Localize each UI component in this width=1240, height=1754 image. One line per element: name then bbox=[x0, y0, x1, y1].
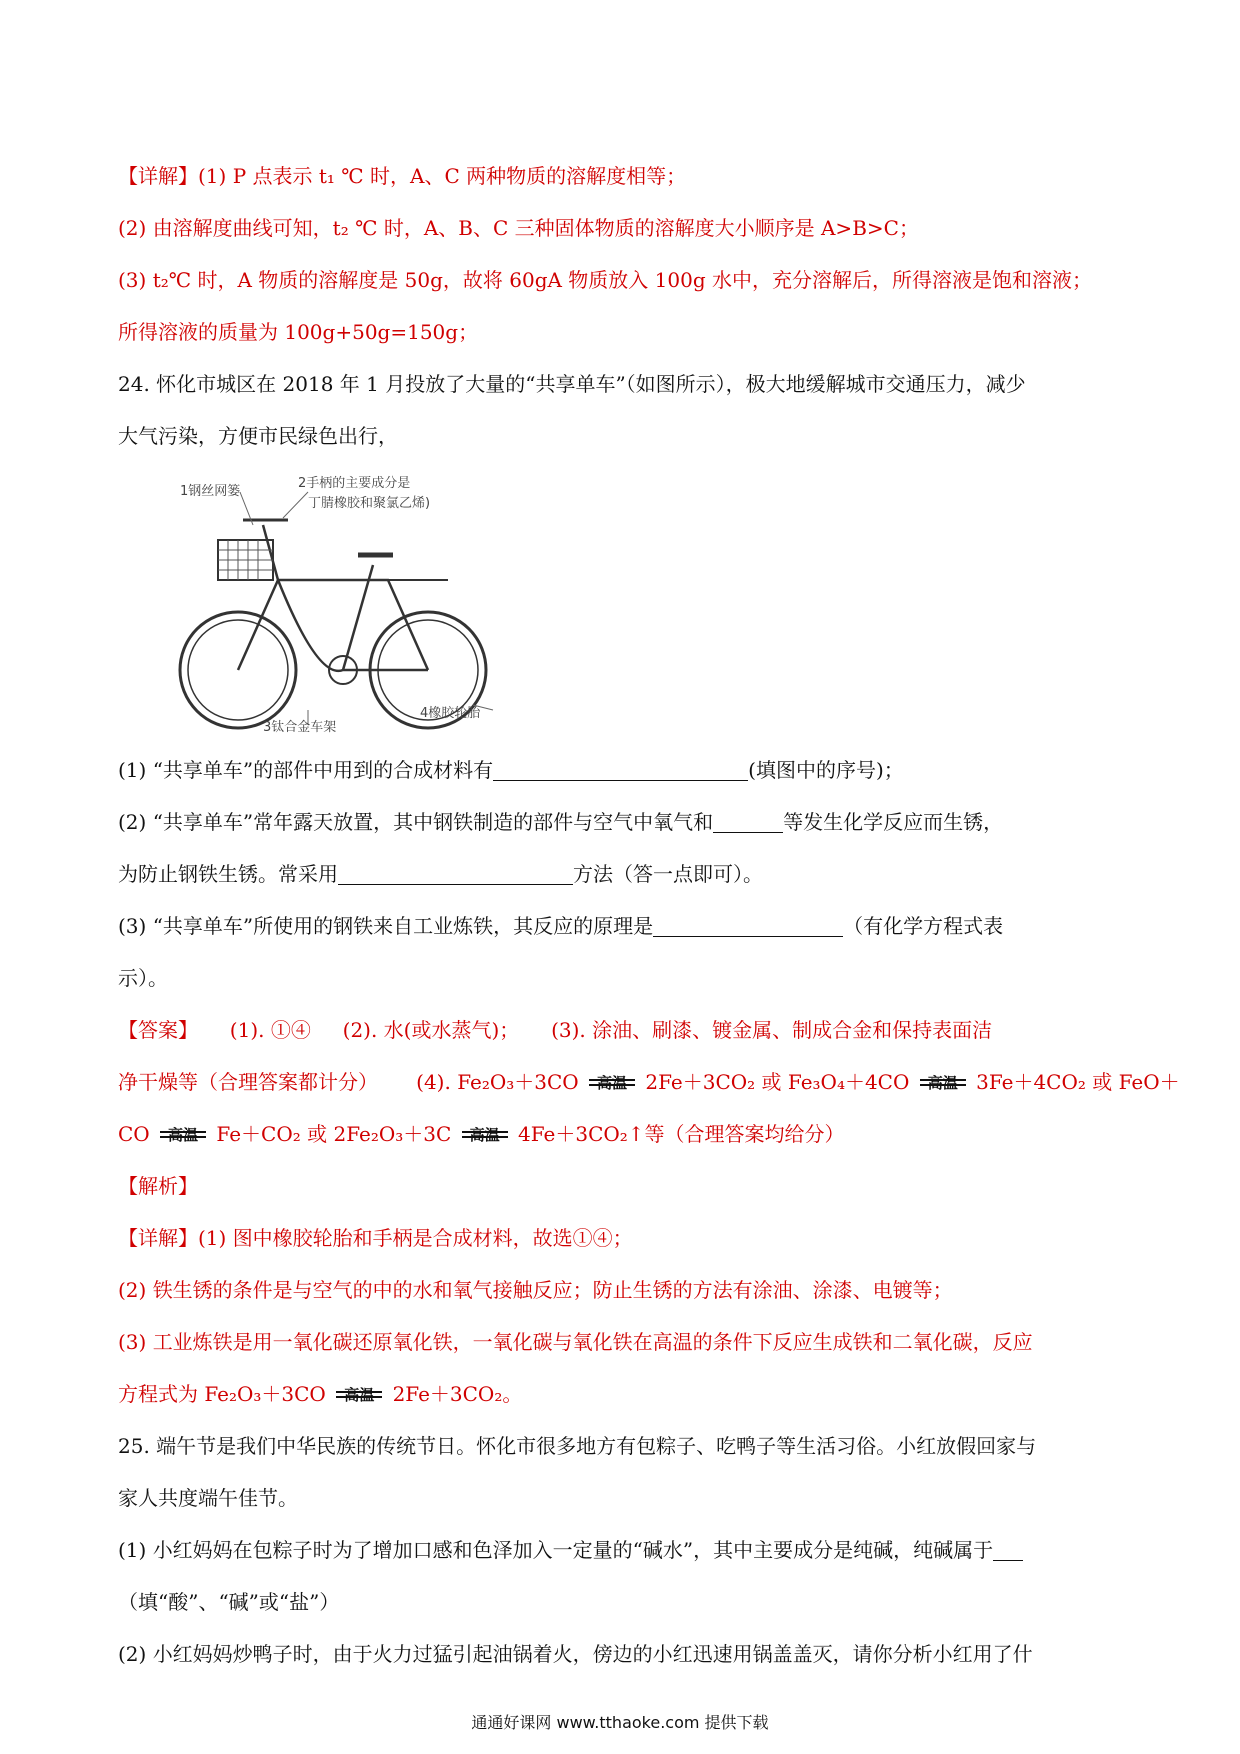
detail-line-4: 所得溶液的质量为 100g+50g=150g； bbox=[118, 320, 479, 344]
detail-line-2: (2) 由溶解度曲线可知，t₂ ℃ 时，A、B、C 三种固体物质的溶解度大小顺序是 A>B>C； bbox=[118, 216, 919, 240]
fig-label-1: 1钢丝网篓 bbox=[180, 484, 241, 499]
q25-sub-2: (2) 小红妈妈炒鸭子时，由于火力过猛引起油锅着火，傍边的小红迅速用锅盖盖灭，请你分析小红用了什 bbox=[118, 1642, 1033, 1666]
detail-line-3: (3) t₂℃ 时，A 物质的溶解度是 50g，故将 60gA 物质放入 100g 水中，充分溶解后，所得溶液是饱和溶液； bbox=[118, 268, 1092, 292]
fig-label-2a: 2手柄的主要成分是 bbox=[298, 476, 411, 491]
q24-stem-2: 大气污染，方便市民绿色出行， bbox=[118, 424, 398, 448]
condition-mark-3: 高温 bbox=[160, 1117, 206, 1147]
answer-line-1: 【答案】 (1). ①④ (2). 水(或水蒸气)； (3). 涂油、刷漆、镀金属、制成合金和保持表面洁 bbox=[118, 1018, 993, 1042]
page-footer: 通通好课网 www.tthaoke.com 提供下载 bbox=[471, 1713, 769, 1732]
fig-label-4: 4橡胶轮胎 bbox=[420, 706, 481, 721]
q24-detail-2: (2) 铁生锈的条件是与空气的中的水和氧气接触反应；防止生锈的方法有涂油、涂漆、电镀等； bbox=[118, 1278, 953, 1302]
answer-blank-1[interactable] bbox=[493, 758, 748, 781]
condition-mark-2: 高温 bbox=[920, 1065, 966, 1095]
condition-mark-4: 高温 bbox=[462, 1117, 508, 1147]
analysis-heading: 【解析】 bbox=[118, 1174, 198, 1198]
q24-sub-2-cont: 为防止钢铁生锈。常采用 方法（答一点即可）。 bbox=[118, 862, 763, 886]
detail-line-1: 【详解】(1) P 点表示 t₁ ℃ 时，A、C 两种物质的溶解度相等； bbox=[118, 164, 687, 188]
page-content bbox=[118, 150, 1180, 1680]
answer-blank-4[interactable] bbox=[653, 914, 843, 937]
answer-line-3: CO 高温 Fe＋CO₂ 或 2Fe₂O₃＋3C 高温 4Fe＋3CO₂↑等（合理答案均给分） bbox=[118, 1108, 1138, 1160]
q25-sub-1-cont: （填“酸”、“碱”或“盐”） bbox=[118, 1590, 340, 1614]
q24-sub-3-cont: 示）。 bbox=[118, 966, 168, 990]
q24-detail-4: 方程式为 Fe₂O₃＋3CO 高温 2Fe＋3CO₂。 bbox=[118, 1368, 1138, 1420]
bicycle-figure bbox=[158, 470, 548, 740]
answer-line-2: 净干燥等（合理答案都计分） (4). Fe₂O₃＋3CO 高温 2Fe＋3CO₂ 或 Fe₃O₄＋4CO 高温 3Fe＋4CO₂ 或 FeO＋ bbox=[118, 1056, 1138, 1108]
condition-mark-5: 高温 bbox=[336, 1377, 382, 1407]
q24-sub-1: (1) “共享单车”的部件中用到的合成材料有 (填图中的序号)； bbox=[118, 758, 904, 782]
q24-detail-1: 【详解】(1) 图中橡胶轮胎和手柄是合成材料，故选①④； bbox=[118, 1226, 633, 1250]
answer-blank-2[interactable] bbox=[713, 810, 783, 833]
q25-sub-1: (1) 小红妈妈在包粽子时为了增加口感和色泽加入一定量的“碱水”，其中主要成分是纯碱，纯碱属于 bbox=[118, 1524, 1138, 1576]
q24-sub-3: (3) “共享单车”所使用的钢铁来自工业炼铁，其反应的原理是 （有化学方程式表 bbox=[118, 914, 1004, 938]
q24-detail-3: (3) 工业炼铁是用一氧化碳还原氧化铁，一氧化碳与氧化铁在高温的条件下反应生成铁和二氧化碳，反应 bbox=[118, 1330, 1033, 1354]
q25-stem-2: 家人共度端午佳节。 bbox=[118, 1486, 298, 1510]
answer-blank-5[interactable] bbox=[993, 1538, 1023, 1561]
q24-sub-2: (2) “共享单车”常年露天放置，其中钢铁制造的部件与空气中氧气和 等发生化学反应而生锈， bbox=[118, 810, 1004, 834]
answer-blank-3[interactable] bbox=[338, 862, 573, 885]
q25-stem-1: 25. 端午节是我们中华民族的传统节日。怀化市很多地方有包粽子、吃鸭子等生活习俗。小红放假回家与 bbox=[118, 1434, 1037, 1458]
q24-stem-1: 24. 怀化市城区在 2018 年 1 月投放了大量的“共享单车”（如图所示），极大地缓解城市交通压力，减少 bbox=[118, 372, 1026, 396]
fig-label-3: 3钛合金车架 bbox=[263, 720, 337, 735]
fig-label-2b: 丁腈橡胶和聚氯乙烯) bbox=[308, 496, 431, 511]
condition-mark-1: 高温 bbox=[589, 1065, 635, 1095]
